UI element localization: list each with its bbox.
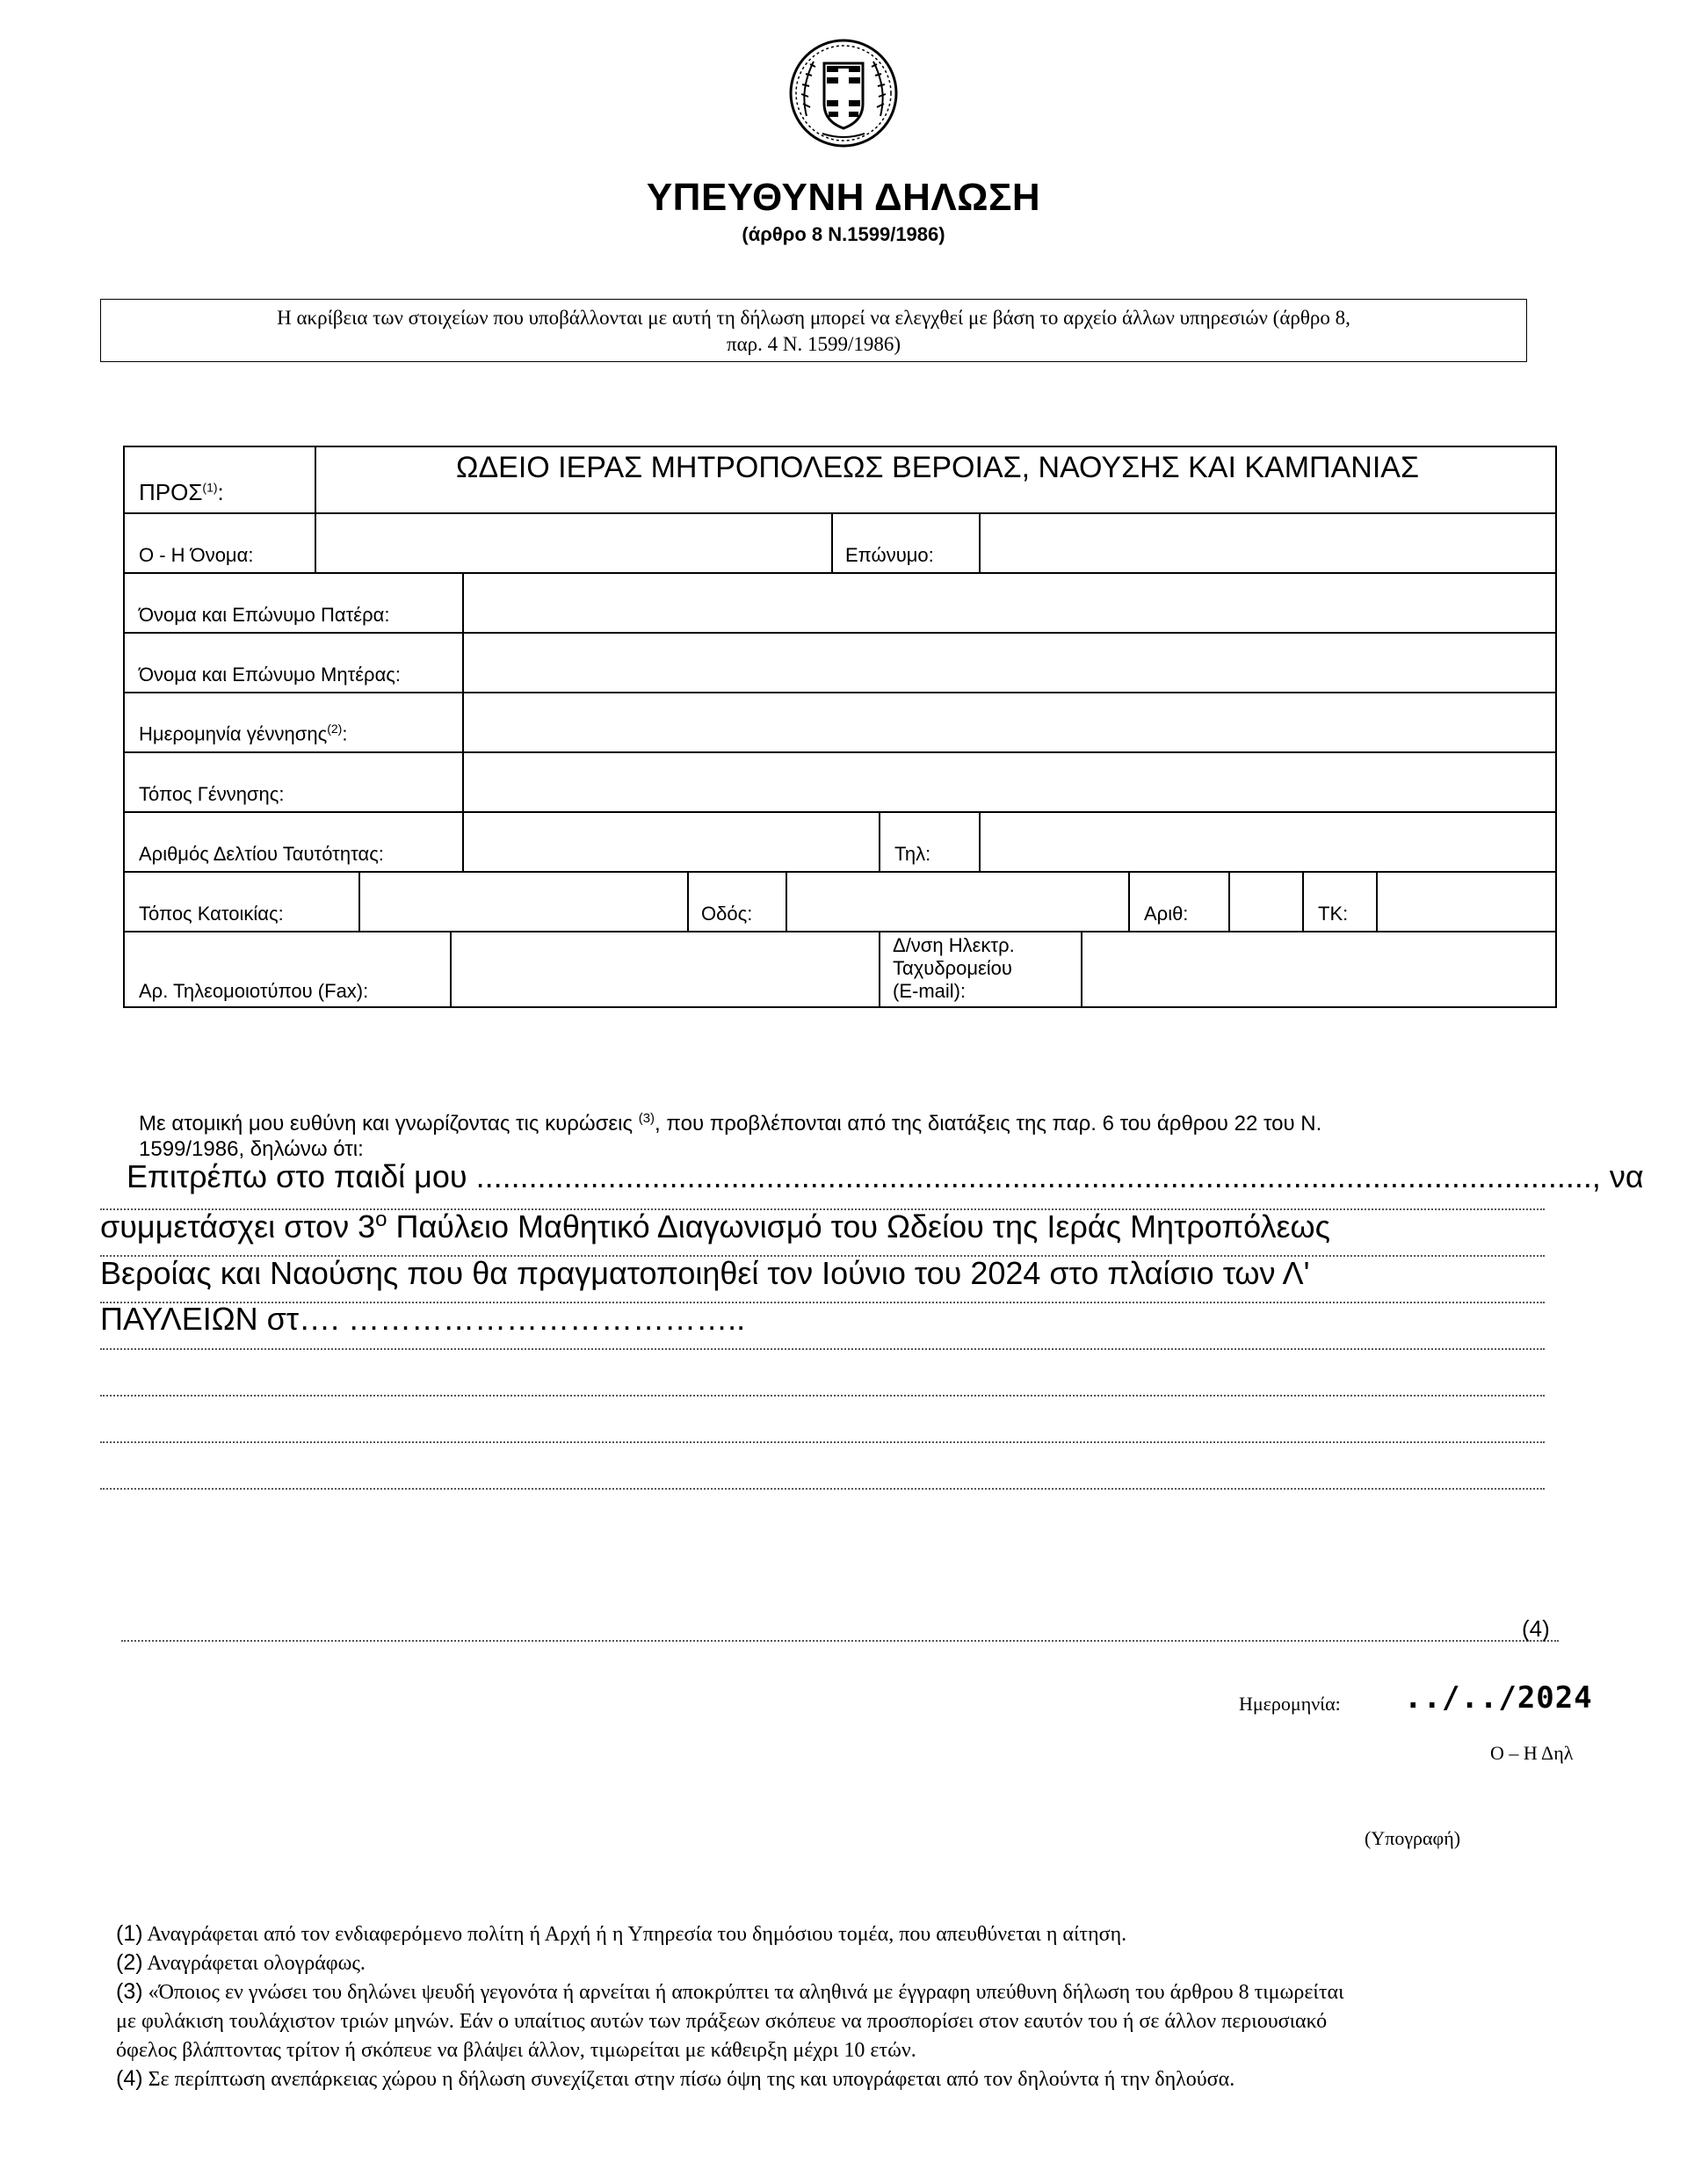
dotted-line — [100, 1348, 1545, 1350]
phone-field[interactable] — [981, 813, 1555, 871]
dotted-line — [100, 1208, 1545, 1210]
birthdate-label: Ημερομηνία γέννησης$^{(2)}$: — [139, 722, 348, 745]
email-label: Δ/νση Ηλεκτρ. Ταχυδρομείου (E-mail): — [893, 934, 1015, 1002]
declaration-text-line-2: συμμετάσχει στον $3^o$ Παύλειο Μαθητικό Διαγωνισμό του Ωδείου της Ιεράς Μητροπόλεως — [100, 1208, 1330, 1244]
postcode-field[interactable] — [1378, 873, 1555, 931]
declaration-text-line-1: Επιτρέπω στο παιδί μου ..............................................................................................................................., να — [127, 1158, 1644, 1194]
birthplace-field[interactable] — [464, 753, 1555, 811]
declarant-details-form — [123, 446, 1557, 1008]
street-label: Οδός: — [701, 903, 753, 925]
footnote-3-continued: όφελος βλάπτοντας τρίτον ή σκόπευε να βλάψει άλλον, τιμωρείται με κάθειρξη μέχρι 10 ετών. — [116, 2039, 916, 2062]
dotted-line[interactable] — [100, 1488, 1545, 1490]
accuracy-notice-box — [100, 299, 1527, 362]
declaration-text-line-4: ΠΑΥΛΕΙΩΝ στ…. ……………………………….. — [100, 1301, 746, 1337]
footnote-3-continued: με φυλάκιση τουλάχιστον τριών μηνών. Εάν ο υπαίτιος αυτών των πράξεων σκόπευε να προσπορίσει στον εαυτόν του ή σε άλλον περιουσιακό — [116, 2010, 1328, 2033]
footnote-3: (3) «Όποιος εν γνώσει του δηλώνει ψευδή γεγονότα ή αρνείται ή αποκρύπτει τα αληθινά με έγγραφη υπεύθυνη δήλωση του άρθρου 8 τιμωρείται — [116, 1979, 1344, 2004]
declaration-intro: Με ατομική μου ευθύνη και γνωρίζοντας τις κυρώσεις $^{(3)}$, που προβλέπονται από της διατάξεις της παρ. 6 του άρθρου 22 του Ν. 1599/1986, δηλώνω ότι: — [139, 1111, 1322, 1161]
residence-label: Τόπος Κατοικίας: — [139, 903, 284, 925]
footnote-1: (1) Αναγράφεται από τον ενδιαφερόμενο πολίτη ή Αρχή ή η Υπηρεσία του δημόσιου τομέα, που απευθύνεται η αίτηση. — [116, 1921, 1127, 1946]
footnote-4-ref: (4) — [1522, 1615, 1550, 1642]
declaration-text-line-3: Βεροίας και Ναούσης που θα πραγματοποιηθεί τον Ιούνιο του 2024 στο πλαίσιο των Λ' — [100, 1255, 1310, 1291]
email-field[interactable] — [1082, 932, 1555, 1006]
date-value[interactable]: ../../2024 — [1404, 1680, 1593, 1716]
birthdate-field[interactable] — [464, 693, 1555, 751]
father-name-label: Όνομα και Επώνυμο Πατέρα: — [139, 604, 390, 626]
footnote-4: (4) Σε περίπτωση ανεπάρκειας χώρου η δήλωση συνεχίζεται στην πίσω όψη της και υπογράφεται από τον δηλούντα ή την δηλούσα. — [116, 2066, 1235, 2091]
birthplace-label: Τόπος Γέννησης: — [139, 783, 285, 805]
footnote-2: (2) Αναγράφεται ολογράφως. — [116, 1950, 366, 1975]
dotted-line[interactable] — [100, 1441, 1545, 1443]
signature-label: (Υπογραφή) — [1365, 1827, 1461, 1849]
postcode-label: ΤΚ: — [1318, 903, 1349, 925]
greek-coat-of-arms-icon — [787, 37, 900, 149]
dotted-line — [100, 1255, 1545, 1257]
residence-field[interactable] — [360, 873, 685, 931]
date-label: Ημερομηνία: — [1239, 1693, 1341, 1715]
declarant-label: Ο – Η Δηλ — [1490, 1742, 1574, 1764]
recipient-name: ΩΔΕΙΟ ΙΕΡΑΣ ΜΗΤΡΟΠΟΛΕΩΣ ΒΕΡΟΙΑΣ, ΝΑΟΥΣΗΣ ΚΑΙ ΚΑΜΠΑΝΙΑΣ — [456, 451, 1419, 484]
first-name-label: Ο - Η Όνομα: — [139, 544, 254, 566]
signature-dotted-line — [121, 1640, 1559, 1642]
first-name-field[interactable] — [316, 514, 829, 572]
father-name-field[interactable] — [464, 574, 1555, 632]
phone-label: Τηλ: — [894, 843, 931, 865]
document-subtitle: (άρθρο 8 Ν.1599/1986) — [742, 223, 945, 245]
dotted-line[interactable] — [100, 1395, 1545, 1397]
surname-label: Επώνυμο: — [845, 544, 934, 566]
street-number-field[interactable] — [1230, 873, 1300, 931]
mother-name-field[interactable] — [464, 634, 1555, 692]
id-number-field[interactable] — [464, 813, 877, 871]
accuracy-notice-line-1: Η ακρίβεια των στοιχείων που υποβάλλονται με αυτή τη δήλωση μπορεί να ελεγχθεί με βάση το αρχείο άλλων υπηρεσιών (άρθρο 8, — [277, 307, 1350, 329]
mother-name-label: Όνομα και Επώνυμο Μητέρας: — [139, 664, 402, 686]
surname-field[interactable] — [981, 514, 1555, 572]
fax-label: Αρ. Τηλεομοιοτύπου (Fax): — [139, 980, 369, 1002]
dotted-line — [100, 1302, 1545, 1303]
document-title: ΥΠΕΥΘΥΝΗ ΔΗΛΩΣΗ — [646, 176, 1041, 219]
to-label: ΠΡΟΣ$^{(1)}$: — [139, 479, 224, 505]
id-number-label: Αριθμός Δελτίου Ταυτότητας: — [139, 843, 384, 865]
fax-field[interactable] — [452, 932, 877, 1006]
street-number-label: Αριθ: — [1144, 903, 1189, 925]
street-field[interactable] — [787, 873, 1126, 931]
accuracy-notice-line-2: παρ. 4 Ν. 1599/1986) — [726, 333, 901, 355]
